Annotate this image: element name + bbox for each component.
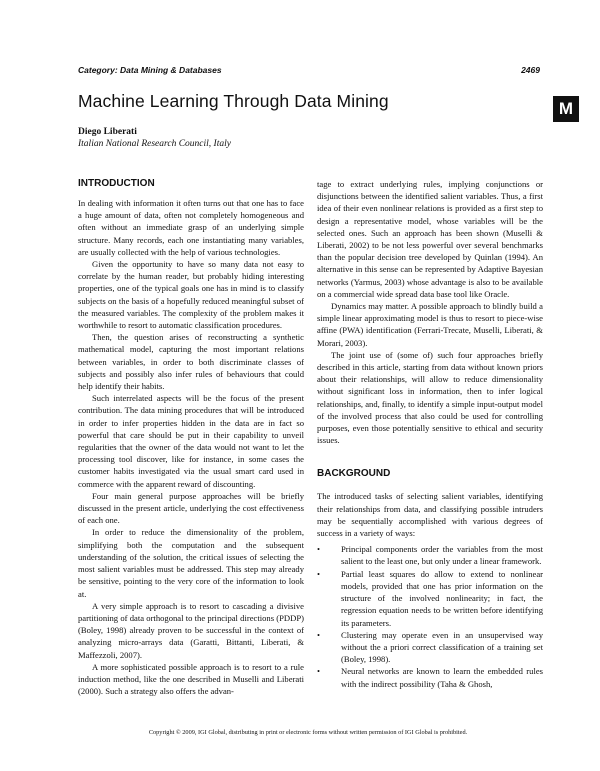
bullet-text: Clustering may operate even in an unsupervised way without the a priori correct classification of a training set (Boley, 1998). <box>341 629 543 665</box>
section-tab-letter: M <box>553 96 579 122</box>
intro-paragraph-continued: tage to extract underlying rules, implying conjunctions or disjunctions between the identified salient variables. Thus, a first idea of their even nonlinear relations is provided as a first step to design a representative model, whose variables will be the selected ones. Such an approach has been shown (Muselli & Liberati, 2002) to be not less powerful over several benchmarks than the popular decision tree developed by Quinlan (1994). An alternative in this sense can be represented by Adaptive Bayesian networks (Yarmus, 2003) whose advantage is also to be available on a commercial wide spread data base tool like Oracle. <box>317 179 543 299</box>
background-paragraph: The introduced tasks of selecting salient variables, identifying their relationships from data, and classifying possible intruders may be sequentially accomplished with various degrees of success in a variety of ways: <box>317 491 543 539</box>
author-name: Diego Liberati <box>78 127 137 137</box>
intro-paragraph: A very simple approach is to resort to cascading a divisive partitioning of data orthogonal to the principal directions (PDDP) (Boley, 1998) already proven to be successful in the context of analyzing micro-arrays data (Garatti, Bittanti, Liberati, & Maffezzoli, 2007). <box>78 600 304 660</box>
background-bullet-list <box>317 543 543 689</box>
list-item <box>317 568 543 629</box>
copyright-footer: Copyright © 2009, IGI Global, distributing in print or electronic forms without written permission of IGI Global is prohibited. <box>148 729 468 736</box>
list-item <box>317 665 543 689</box>
running-header-category: Category: Data Mining & Databases <box>78 65 222 75</box>
list-item <box>317 629 543 666</box>
author-affiliation: Italian National Research Council, Italy <box>78 139 231 149</box>
intro-paragraph: Then, the question arises of reconstructing a synthetic mathematical model, capturing the most important relations between variables, in order to both discriminate classes of subjects and possibly also infer rules of behaviours that could help identify their habits. <box>78 332 304 392</box>
intro-paragraph: Given the opportunity to have so many data not easy to correlate by the human reader, but probably hiding interesting properties, one of the typical goals one has in mind is to classify subjects on the basis of a hopefully reduced meaningful subset of the measured variables. The complexity of the problem makes it worthwhile to resort to automatic classification procedures. <box>78 259 304 331</box>
introduction-heading: INTRODUCTION <box>78 178 155 189</box>
intro-paragraph: Four main general purpose approaches will be briefly discussed in the present article, underlying the cost effectiveness of each one. <box>78 490 304 526</box>
intro-paragraph: In dealing with information it often turns out that one has to face a huge amount of data, often not completely homogeneous and often without an immediate grasp of an underlying simple structure. Many records, each one instantiating many variables, are usually collected with the help of various technologies. <box>78 198 304 257</box>
bullet-text: Principal components order the variables from the most salient to the least one, but only under a linear framework. <box>341 544 543 567</box>
bullet-icon: • <box>317 629 321 640</box>
bullet-text: Partial least squares do allow to extend to nonlinear models, provided that one has prior information on the structure of the involved nonlinearity; in fact, the regression equation needs to be written before identifying its parameters. <box>341 568 543 628</box>
intro-paragraph: A more sophisticated possible approach is to resort to a rule induction method, like the one described in Muselli and Liberati (2000). Such a strategy also offers the advan- <box>78 661 304 697</box>
list-item <box>317 543 543 567</box>
right-column <box>317 178 543 690</box>
background-heading: BACKGROUND <box>317 468 391 480</box>
page-number: 2469 <box>521 65 540 75</box>
article-title: Machine Learning Through Data Mining <box>78 91 389 111</box>
intro-paragraph: Such interrelated aspects will be the focus of the present contribution. The data mining procedures that will be introduced in order to infer properties hidden in the data are in fact so powerful that care should be put in their capability to unveil regularities that the owner of the data would not want to let the processing tool discover, like for instance, in some cases the customer habits investigated via the usual smart card used in commerce with the apparent reward of discounting. <box>78 393 304 489</box>
intro-paragraph: In order to reduce the dimensionality of the problem, simplifying both the computation and the subsequent understanding of the solution, the critical issues of selecting the most salient variables must be addressed. This step may already be sensitive, pointing to the very core of the information to look at. <box>78 527 304 599</box>
left-column <box>78 197 304 697</box>
bullet-text: Neural networks are known to learn the embedded rules with the indirect possibility (Taha & Ghosh, <box>341 666 543 689</box>
bullet-icon: • <box>317 568 321 579</box>
bullet-icon: • <box>317 666 321 677</box>
intro-paragraph: The joint use of (some of) such four approaches briefly described in this article, starting from data without known priors about their relationships, will allow to reduce dimensionality without significant loss in information, then to infer logical relationships, and, finally, to identify a simple input-output model of the involved process that also could be used for controlling purposes, even those potentially sensitive to ethical and security issues. <box>317 349 543 446</box>
intro-paragraph: Dynamics may matter. A possible approach to blindly build a simple linear approximating model is thus to resort to piece-wise affine (PWA) identification (Ferrari-Trecate, Muselli, Liberati, & Morari, 2003). <box>317 301 543 348</box>
bullet-icon: • <box>317 544 321 555</box>
